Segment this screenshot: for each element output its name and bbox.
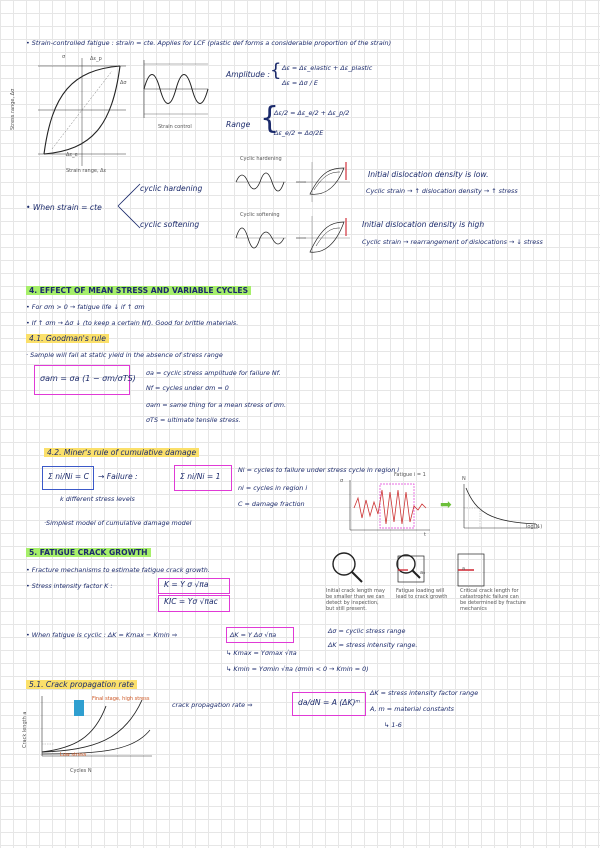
sec4-bullet2: • If ↑ σm → Δσ ↓ (to keep a certain Nf). Good for brittle materials.	[26, 319, 239, 327]
fig1-delta-ee: Δε_e	[66, 152, 78, 158]
sub42-title: 4.2. Miner's rule of cumulative damage	[44, 448, 199, 457]
strain-control-figure	[140, 58, 210, 120]
hysteresis-figure	[32, 54, 132, 172]
goodman-def3: σam = same thing for a mean stress of σm.	[146, 401, 287, 409]
fig1-ylabel: Stress range, Δσ	[10, 88, 16, 130]
k-levels-note: k different stress levels	[60, 495, 135, 503]
failure-eq: Σ ni/Ni = 1	[180, 472, 221, 481]
k-eq: K = Y σ √πa	[164, 580, 209, 589]
section4-title: 4. EFFECT OF MEAN STRESS AND VARIABLE CYCLES	[26, 286, 251, 295]
softening-fig-label: Cyclic softening	[240, 212, 280, 218]
range-brace: {	[260, 101, 280, 136]
crack-a0: a₀	[420, 570, 426, 576]
crack-cap1: Initial crack length may be smaller than we can detect by inspection, but still present.	[326, 588, 385, 612]
fig1-sigma: σ	[62, 54, 66, 60]
miner-def1: Ni = cycles to failure under stress cycle in region i	[238, 466, 400, 474]
crack-fig-ylabel: Crack length a	[22, 711, 28, 748]
fig1-delta-ep: Δε_p	[90, 56, 102, 62]
amplitude-brace: {	[270, 60, 282, 81]
am-def: A, m = material constants	[370, 705, 455, 713]
goodman-def1: σa = cyclic stress amplitude for failure Nf.	[146, 369, 281, 377]
amplitude-eq1: Δε = Δε_elastic + Δε_plastic	[282, 64, 373, 72]
dk-range-def: ΔK = stress intensity factor range	[370, 689, 479, 697]
range-eq1: Δε/2 = Δε_e/2 + Δε_p/2	[274, 109, 350, 117]
crack-fig-low: Low stress	[60, 752, 87, 758]
crack-growth-figure	[34, 694, 154, 764]
sec4-bullet1: • For σm > 0 → fatigue life ↓ if ↑ σm	[26, 303, 145, 311]
dsigma-def: Δσ = cyclic stress range	[328, 627, 406, 635]
section5-title: 5. FATIGUE CRACK GROWTH	[26, 548, 151, 557]
hardening-figure	[232, 158, 352, 206]
crack-a: a	[462, 566, 466, 572]
sn-n: N	[462, 476, 466, 482]
range-eq2: Δε_e/2 = Δσ/2E	[274, 129, 324, 137]
rate-label: crack propagation rate ⇒	[172, 701, 253, 709]
cyclic-softening-label: cyclic softening	[140, 220, 200, 229]
miner-def2: ni = cycles in region i	[238, 484, 308, 492]
dk-def: ΔK = stress intensity range.	[328, 641, 418, 649]
sec5-bullet3: • When fatigue is cyclic : ΔK = Kmax − Kmin ⇒	[26, 631, 178, 639]
dk-eq: ΔK = Y Δσ √πa	[230, 631, 277, 639]
miner-fig-fatigue: Fatigue i = 1	[394, 472, 426, 478]
intro-text: • Strain-controlled fatigue : strain = cte. Applies for LCF (plastic def forms a considerable proportion of the strain)	[26, 39, 392, 47]
sec5-bullet2: • Stress intensity factor K :	[26, 582, 113, 590]
sub41-title: 4.1. Goodman's rule	[26, 334, 109, 343]
goodman-def2: Nf = cycles under σm = 0	[146, 384, 229, 392]
amplitude-label: Amplitude :	[226, 70, 270, 79]
miner-def3: C = damage fraction	[238, 500, 305, 508]
crack-fig-high: Final stage, high stress	[92, 696, 150, 702]
when-strain-cte: • When strain = cte	[26, 203, 102, 212]
sec4-bullet3: · Sample will fail at static yield in the absence of stress range	[26, 351, 223, 359]
crack-fig-xlabel: Cycles N	[70, 768, 92, 774]
range-label: Range	[226, 120, 251, 129]
fig1-delta-sigma: Δσ	[120, 80, 127, 86]
kmax-eq: ↳ Kmax = Yσmax √πa	[226, 649, 297, 657]
arrow-icon: ➡	[440, 497, 452, 513]
miner-stress-figure	[346, 478, 432, 538]
kic-eq: KIC = Yσ √πac	[164, 597, 218, 606]
rate-eq: da/dN = A (ΔK)ᵐ	[298, 698, 361, 707]
failure-label: → Failure :	[98, 472, 138, 481]
crack-cap3: Critical crack length for catastrophic failure can be determined by fracture mechanics	[460, 588, 526, 612]
branch-lines	[116, 182, 142, 230]
sn-logN: log(Nᵢ)	[526, 524, 543, 530]
cyclic-hardening-label: cyclic hardening	[140, 184, 203, 193]
kmin-eq: ↳ Kmin = Yσmin √πa (σmin < 0 → Kmin = 0)	[226, 665, 369, 673]
softening-note2: Cyclic strain → rearrangement of dislocations → ↓ stress	[362, 238, 543, 246]
miner-fig-t: t	[424, 532, 426, 538]
hardening-note2: Cyclic strain → ↑ dislocation density → ↑ stress	[366, 187, 518, 195]
softening-figure	[232, 212, 352, 264]
m-range: ↳ 1-6	[384, 721, 402, 729]
sub51-title: 5.1. Crack propagation rate	[26, 680, 137, 689]
softening-note1: Initial dislocation density is high	[362, 220, 485, 229]
amplitude-eq2: Δε = Δσ / E	[282, 79, 318, 87]
miner-fig-sigma: σ	[340, 478, 344, 484]
sec5-bullet1: • Fracture mechanisms to estimate fatigue crack growth.	[26, 566, 210, 574]
goodman-def4: σTS = ultimate tensile stress.	[146, 416, 241, 424]
sec4-bullet4: ·Simplest model of cumulative damage model	[44, 519, 192, 527]
crack-figures	[324, 550, 584, 590]
crack-cap2: Fatigue loading will lead to crack growth	[396, 588, 448, 600]
hardening-fig-label: Cyclic hardening	[240, 156, 282, 162]
hardening-note1: Initial dislocation density is low.	[368, 170, 489, 179]
miner-eq: Σ ni/Ni = C	[48, 472, 89, 481]
goodman-eq: σam = σa (1 − σm/σTS)	[40, 374, 136, 383]
fig1-xlabel: Strain range, Δε	[66, 168, 107, 174]
strain-control-label: Strain control	[158, 124, 192, 130]
